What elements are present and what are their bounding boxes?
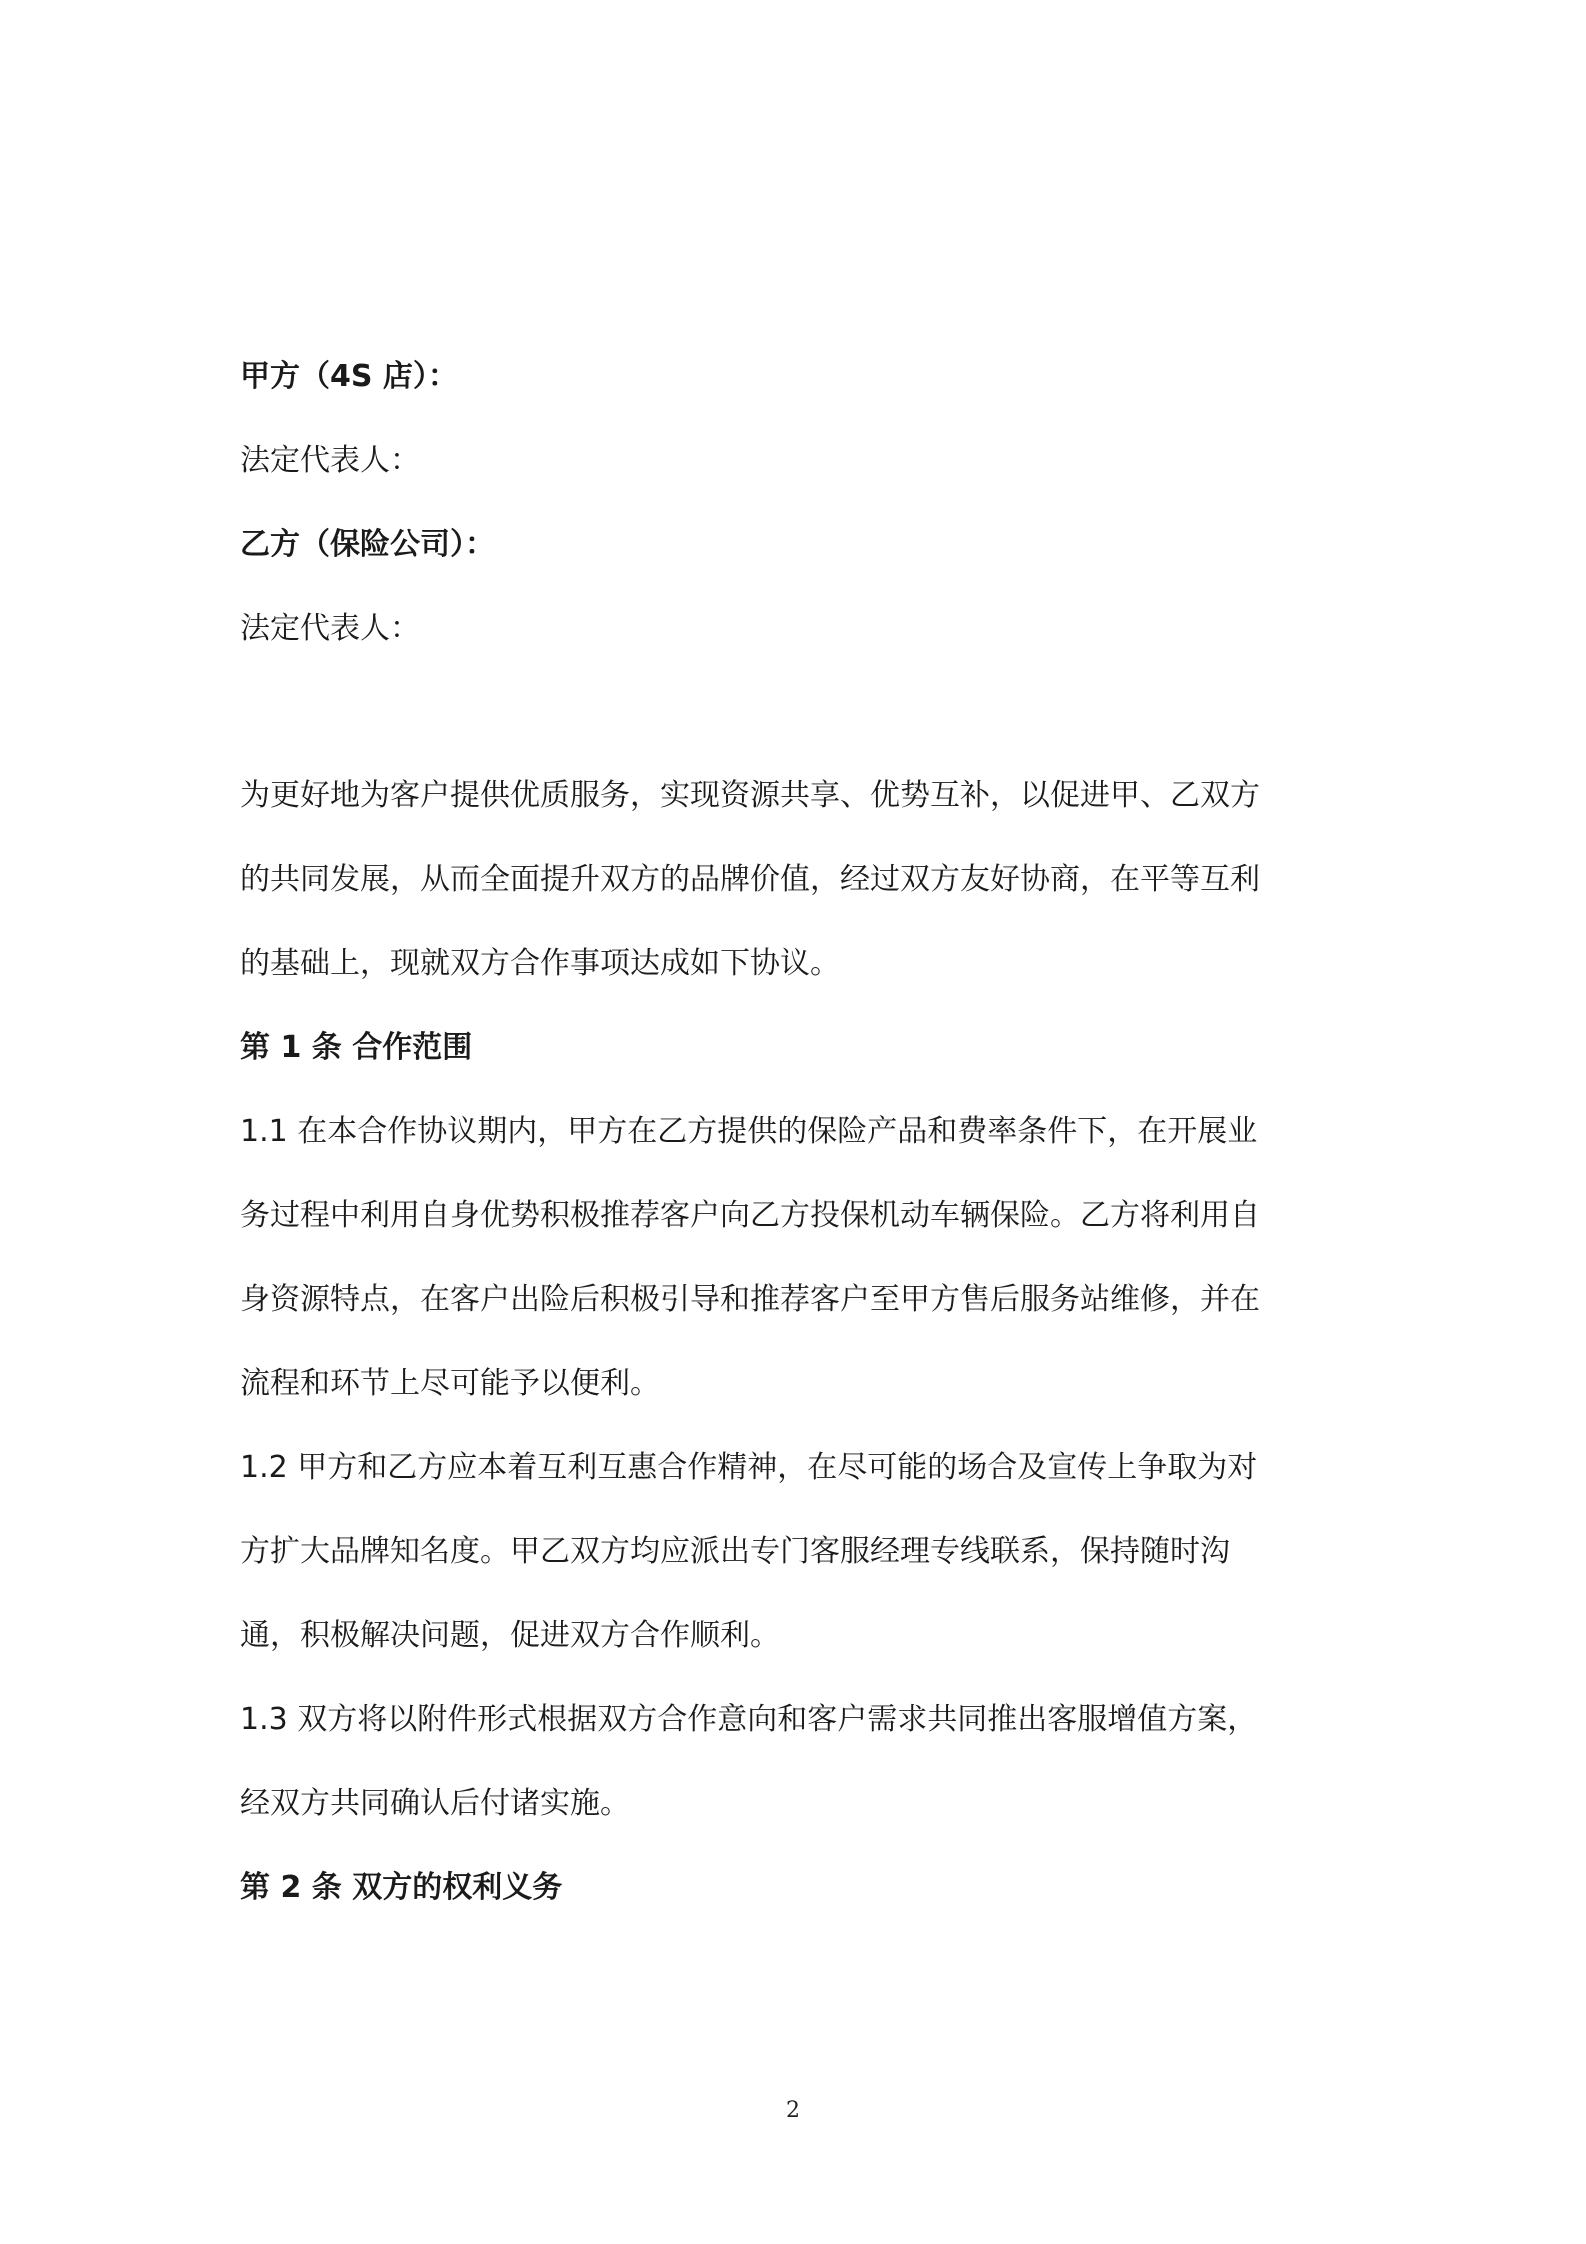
clause-line: 1.1 在本合作协议期内，甲方在乙方提供的保险产品和费率条件下，在开展业 — [240, 1114, 1258, 1149]
article-2-heading: 第 2 条 双方的权利义务 — [240, 1870, 563, 1905]
article-1-heading: 第 1 条 合作范围 — [240, 1030, 473, 1065]
clause-line: 1.2 甲方和乙方应本着互利互惠合作精神，在尽可能的场合及宣传上争取为对 — [240, 1450, 1258, 1485]
party-a-representative-label: 法定代表人： — [240, 443, 420, 478]
document-body — [240, 335, 1350, 1930]
clause-1-3 — [240, 1678, 1350, 1846]
preamble-line: 的基础上，现就双方合作事项达成如下协议。 — [240, 946, 840, 981]
preamble-line: 为更好地为客户提供优质服务，实现资源共享、优势互补，以促进甲、乙双方 — [240, 778, 1260, 813]
clause-1-1 — [240, 1090, 1350, 1426]
clause-1-2 — [240, 1426, 1350, 1678]
clause-line: 流程和环节上尽可能予以便利。 — [240, 1366, 660, 1401]
party-a-label: 甲方（4S 店）： — [240, 359, 458, 394]
clause-line: 务过程中利用自身优势积极推荐客户向乙方投保机动车辆保险。乙方将利用自 — [240, 1198, 1260, 1233]
clause-line: 方扩大品牌知名度。甲乙双方均应派出专门客服经理专线联系，保持随时沟 — [240, 1534, 1230, 1569]
clause-line: 经双方共同确认后付诸实施。 — [240, 1786, 630, 1821]
page-number: 2 — [786, 2098, 800, 2123]
preamble-line: 的共同发展，从而全面提升双方的品牌价值，经过双方友好协商，在平等互利 — [240, 862, 1260, 897]
party-b-label: 乙方（保险公司）： — [240, 527, 495, 562]
clause-line: 1.3 双方将以附件形式根据双方合作意向和客户需求共同推出客服增值方案， — [240, 1702, 1258, 1737]
party-b-representative-label: 法定代表人： — [240, 611, 420, 646]
section-spacer — [240, 671, 1350, 754]
preamble-paragraph — [240, 754, 1350, 1006]
clause-line: 通，积极解决问题，促进双方合作顺利。 — [240, 1618, 780, 1653]
clause-line: 身资源特点，在客户出险后积极引导和推荐客户至甲方售后服务站维修，并在 — [240, 1282, 1260, 1317]
